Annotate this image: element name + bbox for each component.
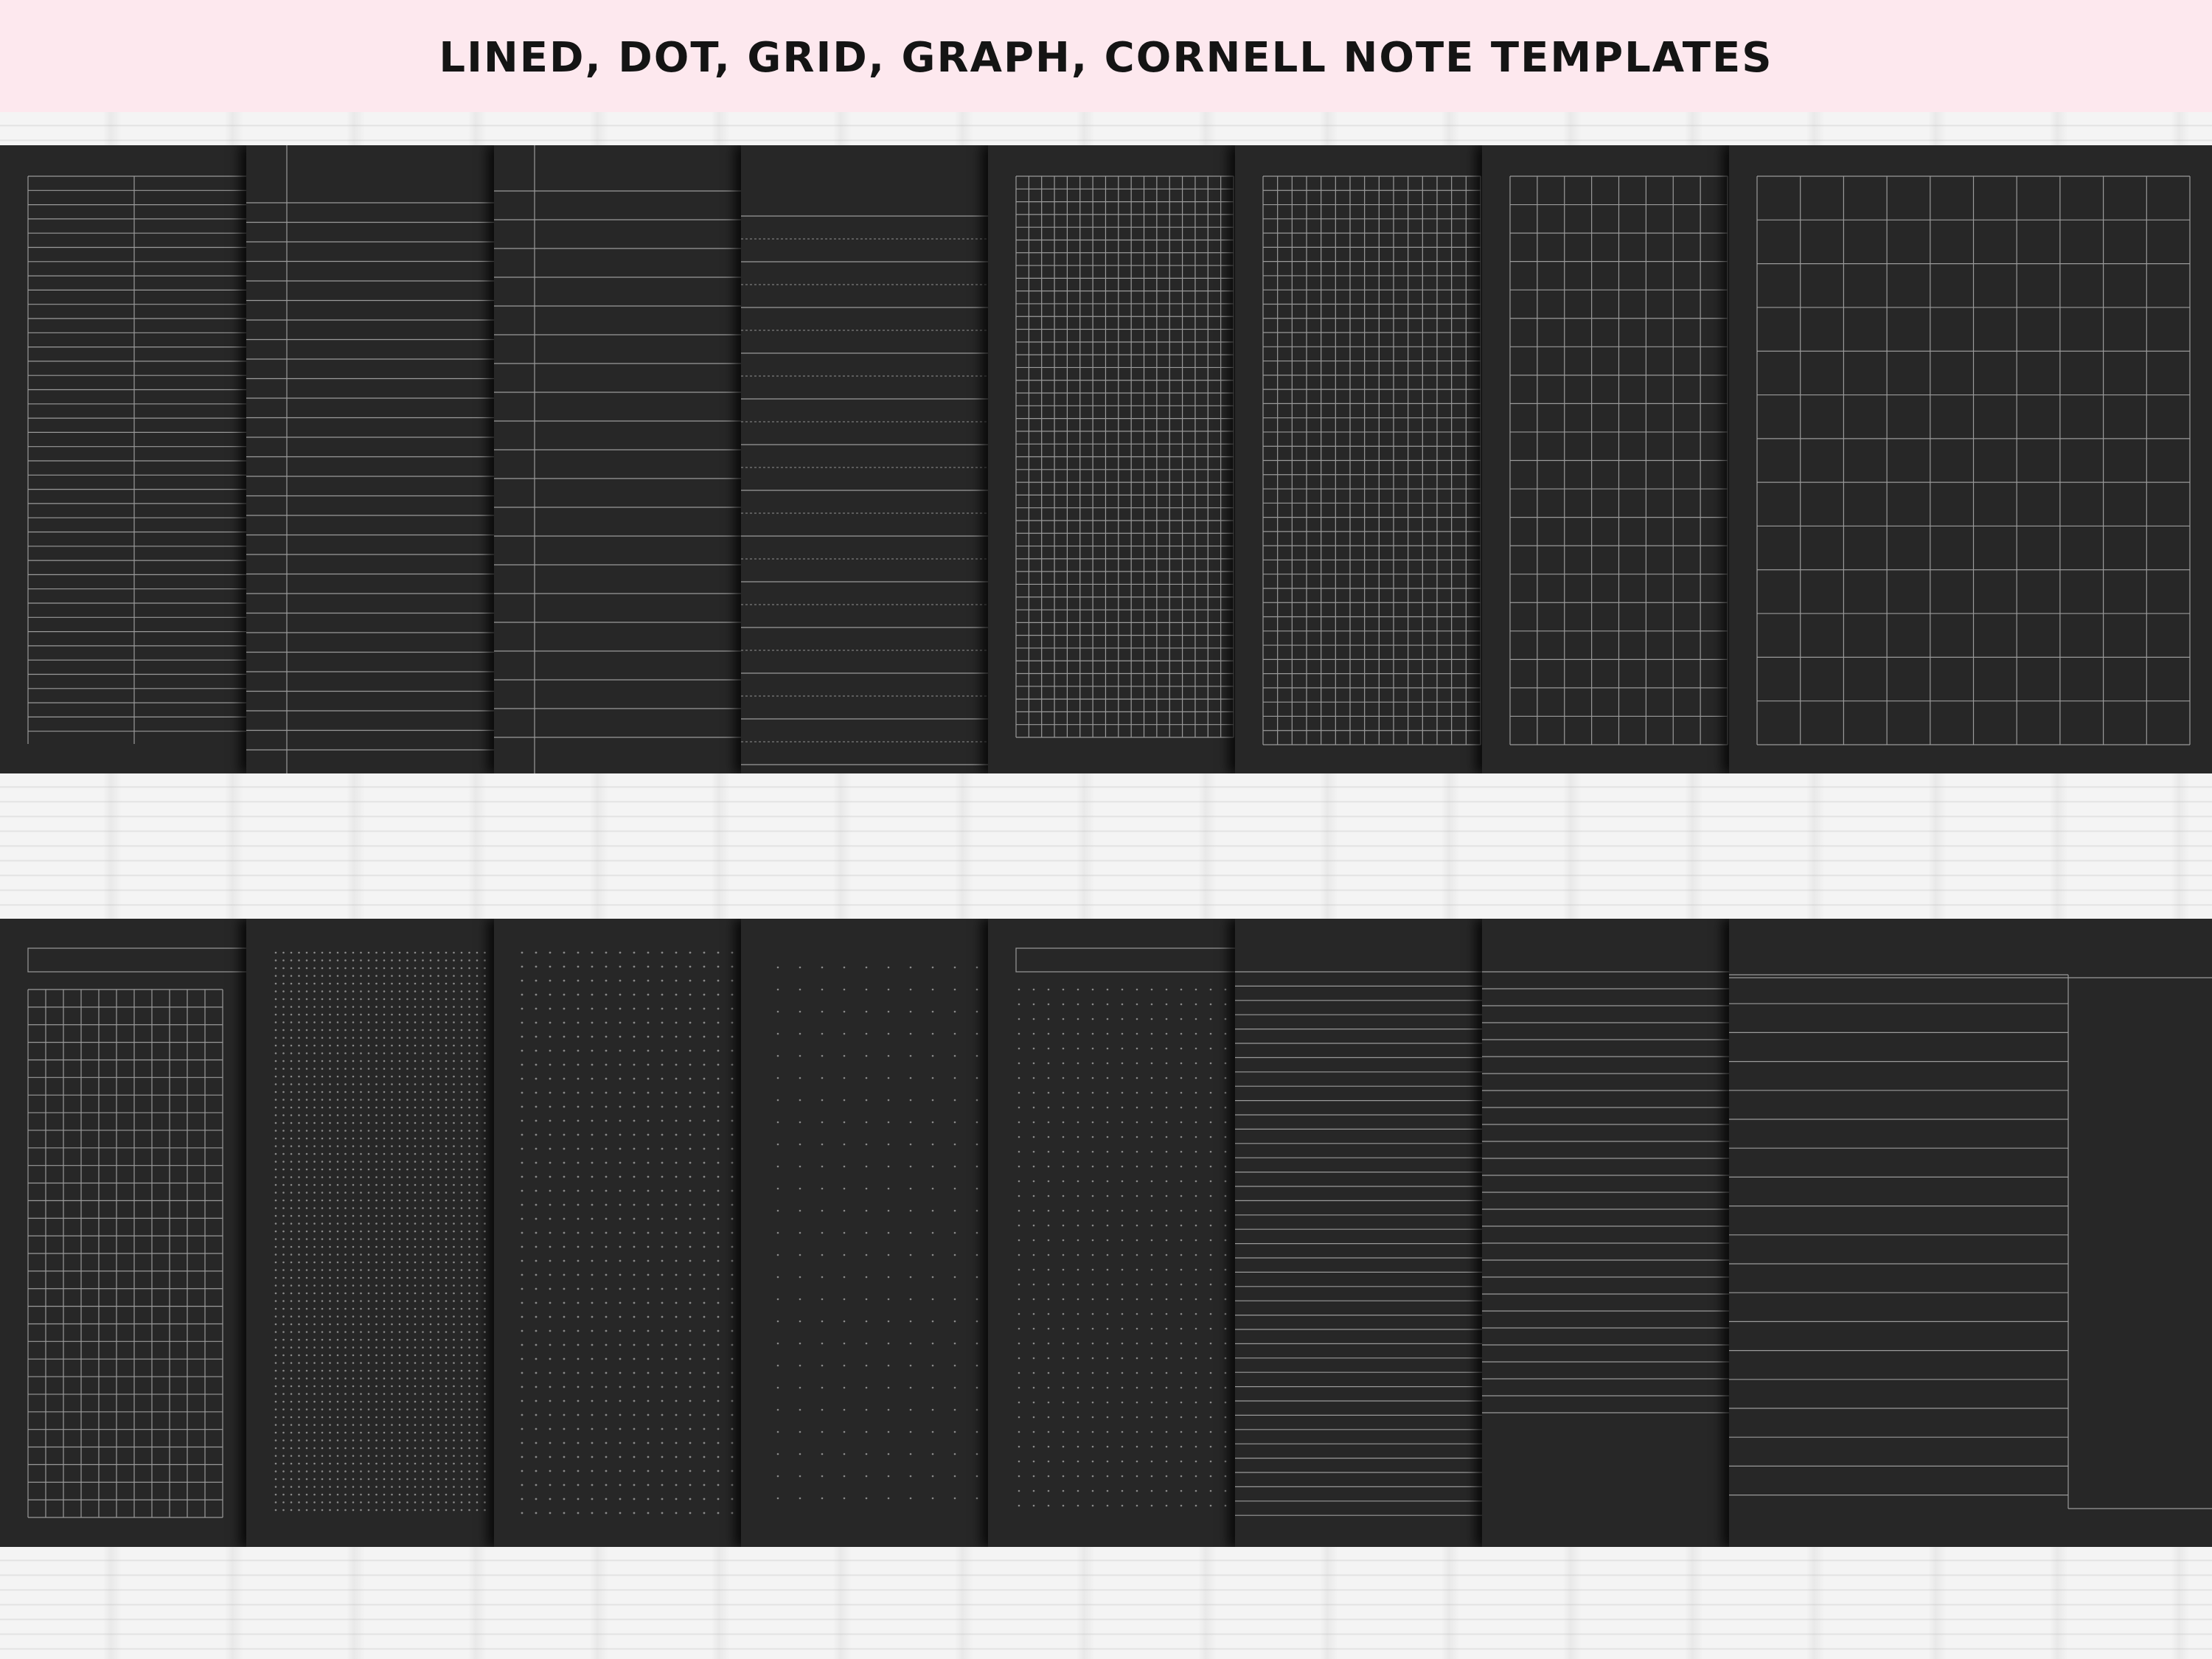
template-page-lined-margin xyxy=(246,145,494,773)
wood-strip-top xyxy=(0,112,2212,145)
template-page-dots-medium xyxy=(494,919,741,1547)
lined-plain-pattern xyxy=(1235,919,1482,1547)
wood-strip-middle xyxy=(0,773,2212,919)
template-page-cornell xyxy=(1729,919,2212,1547)
wood-strip-bottom xyxy=(0,1547,2212,1659)
dots-medium-pattern xyxy=(494,919,741,1547)
template-page-dots-sparse xyxy=(741,919,988,1547)
template-page-grid-xlarge xyxy=(1729,145,2212,773)
template-page-dots-header xyxy=(988,919,1235,1547)
template-page-grid-large xyxy=(1482,145,1729,773)
lined-with-column-pattern xyxy=(0,145,246,773)
grid-large-pattern xyxy=(1482,145,1729,773)
template-page-dots-dense xyxy=(246,919,494,1547)
dots-header-pattern xyxy=(988,919,1235,1547)
lined-short-pattern xyxy=(1482,919,1729,1547)
lined-margin-pattern xyxy=(246,145,494,773)
bottom-row xyxy=(0,919,2212,1547)
template-page-lined-plain xyxy=(1235,919,1482,1547)
cornell-pattern xyxy=(1729,919,2212,1547)
template-page-lined-dashed xyxy=(741,145,988,773)
template-page-grid-fine xyxy=(988,145,1235,773)
dots-dense-pattern xyxy=(246,919,494,1547)
grid-xlarge-pattern xyxy=(1729,145,2212,773)
top-row xyxy=(0,145,2212,773)
banner-title: LINED, DOT, GRID, GRAPH, CORNELL NOTE TEMPLATES xyxy=(439,33,1773,82)
grid-medium-pattern xyxy=(1235,145,1482,773)
lined-dashed-pattern xyxy=(741,145,988,773)
template-page-grid-medium xyxy=(1235,145,1482,773)
dots-sparse-pattern xyxy=(741,919,988,1547)
lined-margin-wide-pattern xyxy=(494,145,741,773)
template-page-lined-margin-wide xyxy=(494,145,741,773)
template-page-graph-header xyxy=(0,919,246,1547)
graph-header-pattern xyxy=(0,919,246,1547)
title-banner xyxy=(0,0,2212,112)
template-page-lined-short xyxy=(1482,919,1729,1547)
grid-fine-pattern xyxy=(988,145,1235,773)
template-page-lined-with-column xyxy=(0,145,246,773)
